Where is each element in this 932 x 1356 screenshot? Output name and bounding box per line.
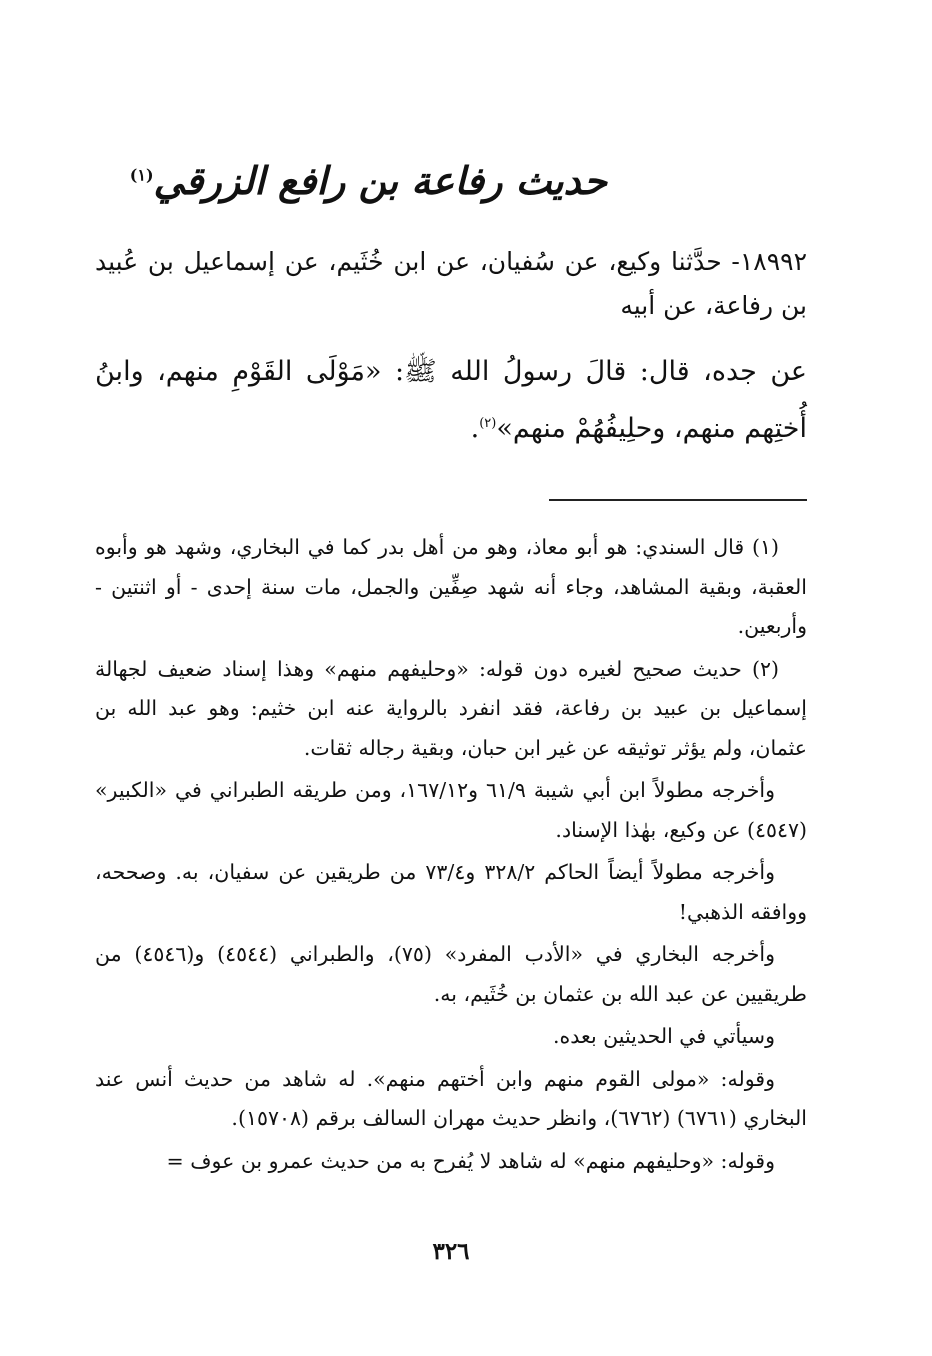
title-text: حديث رفاعة بن رافع الزرقي bbox=[153, 158, 607, 203]
footnotes bbox=[95, 528, 807, 1184]
footnote-paragraph: وأخرجه مطولاً ابن أبي شيبة ٦١/٩ و١٦٧/١٢، ومن طريقه الطبراني في «الكبير» (٤٥٤٧) عن وكيع، بهٰذا الإسناد. bbox=[95, 778, 807, 842]
footnote-paragraph: وقوله: «مولى القوم منهم وابن أختهم منهم». له شاهد من حديث أنس عند البخاري (٦٧٦١) (٦٧٦٢)، وانظر حديث مهران السالف برقم (١٥٧٠٨). bbox=[95, 1066, 807, 1130]
matn-footnote-marker: (٢) bbox=[479, 416, 497, 431]
footnote-separator bbox=[549, 499, 807, 501]
hadith-matn bbox=[95, 346, 807, 455]
footnote-paragraph: وسيأتي في الحديثين بعده. bbox=[553, 1024, 775, 1048]
footnote-paragraph: وأخرجه البخاري في «الأدب المفرد» (٧٥)، والطبراني (٤٥٤٤) و(٤٥٤٦) من طريقيين عن عبد الله بن عثمان بن خُثَيم، به. bbox=[95, 942, 807, 1006]
footnote-paragraph: وقوله: «وحليفهم منهم» له شاهد لا يُفرح به من حديث عمرو بن عوف = bbox=[166, 1148, 775, 1173]
footnote-paragraph: وأخرجه مطولاً أيضاً الحاكم ٣٢٨/٢ و٧٣/٤ من طريقين عن سفيان، به. وصححه، ووافقه الذهبي! bbox=[95, 860, 807, 924]
matn-end: . bbox=[470, 413, 480, 444]
page-number: ٣٢٦ bbox=[432, 1238, 470, 1265]
footnote-2: (٢) حديث صحيح لغيره دون قوله: «وحليفهم منهم» وهذا إسناد ضعيف لجهالة إسماعيل بن عبيد بن رفاعة، فقد انفرد بالرواية عنه ابن خثيم: وهو عبد الله بن عثمان، ولم يؤثر توثيقه عن غير ابن حبان، وبقية رجاله ثقات. bbox=[95, 656, 807, 760]
hadith-isnad bbox=[95, 240, 807, 328]
page bbox=[95, 0, 807, 1356]
title-footnote-marker: (١) bbox=[129, 165, 154, 185]
footnote-1: (١) قال السندي: هو أبو معاذ، وهو من أهل بدر كما في البخاري، وشهد هو وأبوه العقبة، وبقية المشاهد، وجاء أنه شهد صِفِّين والجمل، مات سنة إحدى - أو اثنتين - وأربعين. bbox=[95, 535, 807, 638]
matn-text: عن جده، قال: قالَ رسولُ الله ﷺ: «مَوْلَى القَوْمِ منهم، وابنُ أُختِهم منهم، وحلِيفُهُمْ منهم» bbox=[95, 356, 807, 444]
isnad-text: ١٨٩٩٢- حدَّثنا وكيع، عن سُفيان، عن ابن خُثَيم، عن إسماعيل بن عُبيد بن رفاعة، عن أبيه bbox=[95, 247, 807, 320]
hadith-section-title bbox=[130, 158, 607, 203]
